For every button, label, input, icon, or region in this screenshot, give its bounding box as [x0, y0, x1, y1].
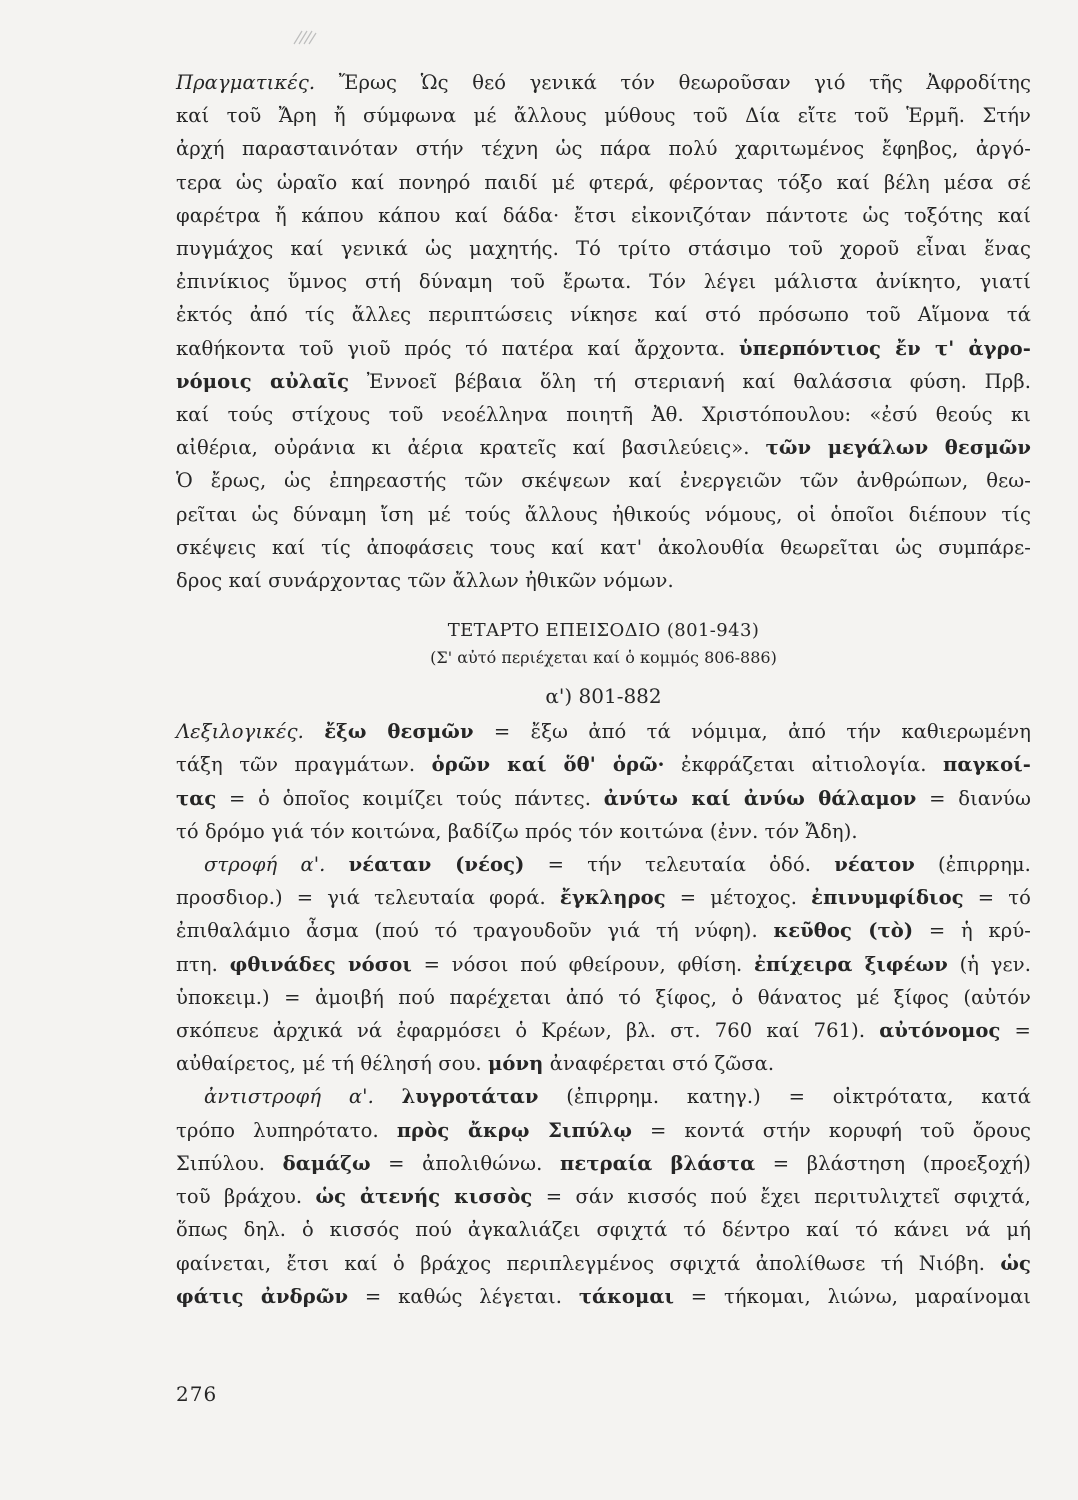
pen-mark	[292, 28, 318, 46]
paragraph-strofi	[176, 848, 1031, 1080]
lemma-term: ὡς	[1000, 1251, 1031, 1275]
text-segment: = κοντά στήν κορυφή τοῦ ὄρους	[632, 1118, 1031, 1142]
text-segment: Ἐννοεῖ βέβαια ὅλη τή στεριανή καί θαλάσσια φύση. Πρβ.	[349, 369, 1031, 393]
text-segment: = καθώς λέγεται.	[348, 1284, 563, 1308]
text-line: πυγμάχος καί γενικά ὡς μαχητής. Τό τρίτο στάσιμο τοῦ χοροῦ εἶναι ἕνας	[176, 237, 1031, 261]
episode-heading: ΤΕΤΑΡΤΟ ΕΠΕΙΣΟΔΙΟ (801-943)	[447, 620, 760, 642]
text-line: ἐπινίκιος ὕμνος στή δύναμη τοῦ ἔρωτα. Τόν λέγει μάλιστα ἀνίκητο, γιατί	[176, 270, 1031, 294]
page-number: 276	[176, 1382, 218, 1406]
lemma-term: ἐπινυμφίδιος	[811, 886, 964, 910]
text-segment: τάξη τῶν πραγμάτων.	[176, 753, 416, 777]
text-line: φαρέτρα ἤ κάπου κάπου καί δάδα· ἔτσι εἰκονιζόταν πάντοτε ὡς τοξότης καί	[176, 203, 1031, 227]
lemma-term: τας	[176, 786, 217, 810]
text-segment: = νόσοι πού φθείρουν, φθίση.	[411, 952, 743, 976]
text-segment: = ἀπολιθώνω.	[370, 1151, 543, 1175]
text-line: σκέψεις καί τίς ἀποφάσεις τους καί κατ' ἀκολουθία θεωρεῖται ὡς συμπάρε-	[176, 535, 1031, 559]
paragraph-label: στροφή α'.	[204, 853, 326, 877]
lemma-term: παγκοί-	[942, 753, 1031, 777]
lemma-term: αὐτόνομος	[879, 1019, 1001, 1043]
text-segment: (ἐπιρρημ. κατηγ.) = οἰκτρότατα, κατά	[538, 1085, 1031, 1109]
text-line: τερα ὡς ὡραῖο καί πονηρό παιδί μέ φτερά, φέροντας τόξο καί βέλη μέσα σέ	[176, 170, 1031, 194]
text-segment: = τήν τελευταία ὁδό.	[524, 853, 811, 877]
lemma-term: ἔξω θεσμῶν	[324, 720, 474, 744]
text-line: Ὁ ἔρως, ὡς ἐπηρεαστής τῶν σκέψεων καί ἐνεργειῶν τῶν ἀνθρώπων, θεω-	[176, 469, 1031, 493]
text-segment: ἀναφέρεται στό ζῶσα.	[543, 1052, 775, 1076]
lemma-term: λυγροτάταν	[401, 1085, 539, 1109]
text-line: καί τοῦ Ἄρη ἤ σύμφωνα μέ ἄλλους μύθους τοῦ Δία εἴτε τοῦ Ἑρμῆ. Στήν	[176, 104, 1031, 128]
lemma-term: τῶν μεγάλων θεσμῶν	[765, 436, 1031, 460]
text-segment: αὐθαίρετος, μέ τή θέλησή σου.	[176, 1052, 482, 1076]
page-body	[176, 66, 1031, 1313]
text-segment: Σιπύλου.	[176, 1151, 266, 1175]
lemma-term: δαμάζω	[282, 1151, 371, 1175]
text-segment: =	[1000, 1019, 1031, 1043]
text-segment: = διανύω	[916, 786, 1031, 810]
paragraph-label: Λεξιλογικές.	[176, 720, 304, 744]
lemma-term: φάτις ἀνδρῶν	[176, 1284, 349, 1308]
text-segment: (ἡ γεν.	[947, 952, 1031, 976]
text-line: ρεῖται ὡς δύναμη ἴση μέ τούς ἄλλους ἠθικούς νόμους, οἱ ὁποῖοι διέπουν τίς	[176, 502, 1031, 526]
text-segment: (ἐπιρρημ.	[914, 853, 1031, 877]
text-segment: αἰθέρια, οὐράνια κι ἀέρια κρατεῖς καί βασιλεύεις».	[176, 436, 750, 460]
text-segment: πτη.	[176, 952, 218, 976]
text-line: ἀρχή παρασταινόταν στήν τέχνη ὡς πάρα πολύ χαριτωμένος ἔφηβος, ἀργό-	[176, 137, 1031, 161]
text-segment: = ἡ κρύ-	[913, 919, 1031, 943]
text-segment: = σάν κισσός πού ἔχει περιτυλιχτεῖ σφιχτά,	[532, 1185, 1031, 1209]
lemma-term: πετραία βλάστα	[560, 1151, 756, 1175]
lemma-term: μόνη	[488, 1052, 544, 1076]
text-segment: = τό	[963, 886, 1031, 910]
lemma-term: ἀνύτω καί ἀνύω θάλαμον	[603, 786, 917, 810]
text-line: τό δρόμο γιά τόν κοιτώνα, βαδίζω πρός τόν κοιτώνα (ἐνν. τόν Ἄδη).	[176, 819, 858, 843]
lemma-term: κεῦθος (τὸ)	[773, 919, 914, 943]
text-line: δρος καί συνάρχοντας τῶν ἄλλων ἠθικῶν νόμων.	[176, 569, 674, 593]
text-segment: καθήκοντα τοῦ γιοῦ πρός τό πατέρα καί ἄρχοντα.	[176, 336, 726, 360]
lemma-term: νέατον	[834, 853, 915, 877]
text-line: καί τούς στίχους τοῦ νεοέλληνα ποιητῆ Ἀθ. Χριστόπουλου: «ἐσύ θεούς κι	[176, 403, 1031, 427]
text-segment: ἐκφράζεται αἰτιολογία.	[664, 753, 927, 777]
lemma-term: ὑπερπόντιος ἔν τ' ἀγρο-	[738, 336, 1031, 360]
text-line: ὑποκειμ.) = ἀμοιβή πού παρέχεται ἀπό τό ξίφος, ὁ θάνατος μέ ξίφος (αὐτόν	[176, 985, 1031, 1009]
lemma-term: ὡς ἀτενής κισσὸς	[315, 1185, 533, 1209]
paragraph-pragmatikes	[176, 66, 1031, 597]
lemma-term: νόμοις αὐλαῖς	[176, 369, 350, 393]
text-segment: = βλάστηση (προεξοχή)	[755, 1151, 1031, 1175]
text-segment: = ἔξω ἀπό τά νόμιμα, ἀπό τήν καθιερωμένη	[473, 720, 1031, 744]
text-segment: προσδιορ.) = γιά τελευταία φορά.	[176, 886, 546, 910]
lemma-term: ἔγκληρος	[559, 886, 666, 910]
paragraph-antistrofi	[176, 1080, 1031, 1312]
paragraph-lexilogikes	[176, 715, 1031, 848]
text-segment: σκόπευε ἀρχικά νά ἐφαρμόσει ὁ Κρέων, βλ. στ. 760 καί 761).	[176, 1019, 866, 1043]
text-line: ἐκτός ἀπό τίς ἄλλες περιπτώσεις νίκησε καί στό πρόσωπο τοῦ Αἵμονα τά	[176, 303, 1031, 327]
text-line: ὅπως δηλ. ὁ κισσός πού ἀγκαλιάζει σφιχτά τό δέντρο καί τό κάνει νά μή	[176, 1218, 1031, 1242]
lemma-term: ἐπίχειρα ξιφέων	[753, 952, 948, 976]
text-line: Ἔρως Ὡς θεό γενικά τόν θεωροῦσαν γιό τῆς Ἀφροδίτης	[315, 71, 1031, 94]
paragraph-label: Πραγματικές.	[176, 71, 316, 94]
lemma-term: φθινάδες νόσοι	[229, 952, 412, 976]
episode-subheading: (Σ' αὐτό περιέχεται καί ὁ κομμός 806-886)	[430, 648, 777, 668]
lemma-term: πρὸς ἄκρῳ Σιπύλῳ	[396, 1118, 632, 1142]
section-heading: α') 801-882	[545, 684, 662, 709]
text-segment: = ὁ ὁποῖος κοιμίζει τούς πάντες.	[216, 786, 592, 810]
paragraph-label: ἀντιστροφή α'.	[204, 1085, 374, 1109]
text-segment: = τήκομαι, λιώνω, μαραίνομαι	[674, 1284, 1031, 1308]
text-segment: τρόπο λυπηρότατο.	[176, 1118, 379, 1142]
lemma-term: ὁρῶν καί ὅθ' ὁρῶ·	[431, 753, 665, 777]
text-segment: ἐπιθαλάμιο ἆσμα (πού τό τραγουδοῦν γιά τή νύφη).	[176, 919, 758, 943]
text-segment: = μέτοχος.	[665, 886, 798, 910]
lemma-term: νέαταν (νέος)	[348, 853, 525, 877]
text-segment: τοῦ βράχου.	[176, 1185, 303, 1209]
text-segment: φαίνεται, ἔτσι καί ὁ βράχος περιπλεγμένος σφιχτά ἀπολίθωσε τή Νιόβη.	[176, 1251, 985, 1275]
lemma-term: τάκομαι	[578, 1284, 674, 1308]
